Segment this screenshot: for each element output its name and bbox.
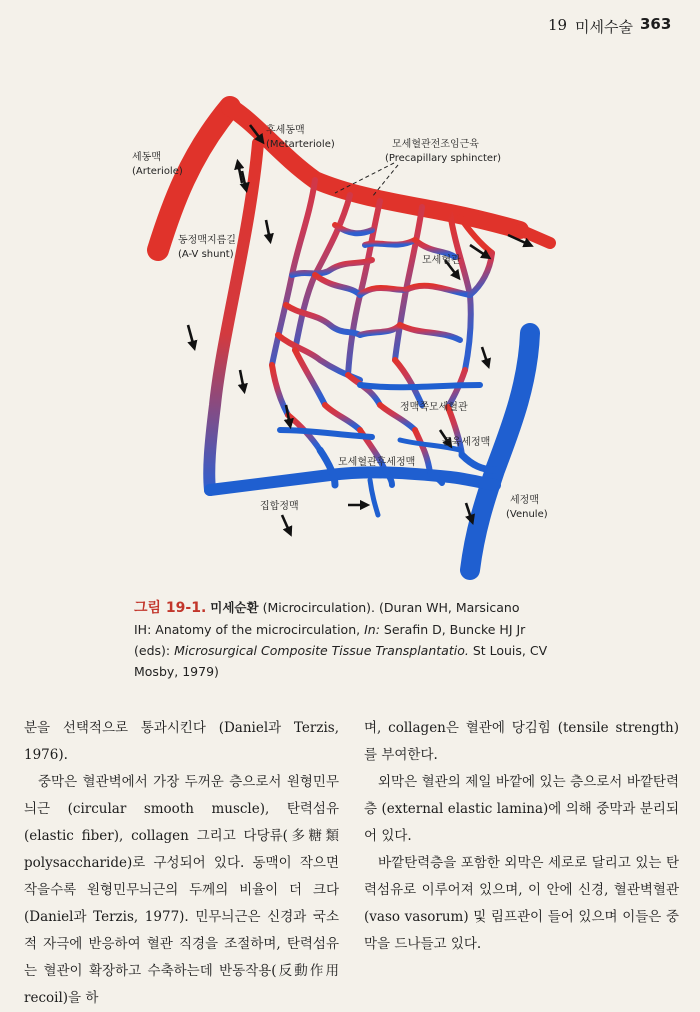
label-precapillary-sphincter: 모세혈관전조임근육 bbox=[392, 139, 479, 150]
arteriole-vessel bbox=[158, 107, 230, 250]
label-postcapillary-venule: 모세혈관후세정맥 bbox=[338, 457, 416, 468]
caption-title: 미세순환 bbox=[210, 600, 259, 615]
label-venule-en: (Venule) bbox=[506, 509, 548, 520]
caption-line2: IH: Anatomy of the microcirculation, bbox=[134, 622, 361, 637]
caption-line4: Mosby, 1979) bbox=[134, 664, 219, 679]
caption-eds: (eds): bbox=[134, 643, 171, 658]
paragraph: 외막은 혈관의 제일 바깥에 있는 층으로서 바깥탄력층 (external elastic lamina)에 의해 중막과 분리되어 있다. bbox=[364, 774, 679, 844]
av-shunt-vessel bbox=[209, 143, 258, 490]
page-number: 363 bbox=[640, 15, 672, 33]
label-venous-capillary: 정맥쪽모세혈관 bbox=[400, 402, 468, 413]
postcapillary-venule-vessel bbox=[210, 472, 495, 490]
chapter-title: 미세수술 bbox=[575, 18, 633, 36]
chapter-number: 19 bbox=[548, 16, 568, 34]
caption-label: 그림 19-1. bbox=[134, 600, 207, 616]
caption-line2-rest: Serafin D, Buncke HJ Jr bbox=[383, 622, 526, 637]
paragraph: 분을 선택적으로 통과시킨다 (Daniel과 Terzis, 1976). bbox=[24, 720, 339, 763]
paragraph: 바깥탄력층을 포함한 외막은 세로로 달리고 있는 탄력섬유로 이루어져 있으며, 이 안에 신경, 혈관벽혈관 (vaso vasorum) 및 림프관이 들어 있으며 이들은 중막을 드나들고 있다. bbox=[364, 855, 679, 952]
caption-line3-rest: St Louis, CV bbox=[472, 643, 548, 658]
figure-caption bbox=[134, 597, 584, 682]
label-capillary: 모세혈관 bbox=[422, 255, 461, 266]
paragraph: 며, collagen은 혈관에 당김힘 (tensile strength)를 부여한다. bbox=[364, 720, 679, 763]
caption-title-en: (Microcirculation). bbox=[262, 600, 376, 615]
paragraph: 중막은 혈관벽에서 가장 두꺼운 층으로서 원형민무늬근 (circular smooth muscle), 탄력섬유 (elastic fiber), collagen 그리고 다당류(多糖類 polysaccharide)로 구성되어 있다. 동맥이 작으면 작을수록 원형민무늬근의 두께의 비율이 더 크다 (Daniel과 Terzis, 1977). 민무늬근은 신경과 국소적 자극에 반응하여 혈관 직경을 조절하며, 탄력섬유는 혈관이 확장하고 수축하는데 반동작용(反動作用 recoil)을 하 bbox=[24, 774, 339, 1006]
body-column-left bbox=[24, 715, 339, 1012]
label-arteriole: 세동맥 bbox=[132, 152, 161, 163]
label-collecting-venule: 집합정맥 bbox=[260, 501, 299, 512]
label-av-shunt: 동정맥지름길 bbox=[178, 235, 236, 246]
label-precapillary-sphincter-en: (Precapillary sphincter) bbox=[385, 153, 502, 164]
caption-in: In: bbox=[364, 622, 380, 637]
microcirculation-diagram bbox=[110, 85, 570, 590]
label-arteriole-en: (Arteriole) bbox=[132, 166, 183, 177]
caption-book-title: Microsurgical Composite Tissue Transplantatio. bbox=[174, 643, 469, 658]
page-header bbox=[0, 14, 700, 38]
venule-vessel bbox=[470, 333, 530, 570]
label-metarteriole: 후세동맥 bbox=[266, 125, 305, 136]
body-column-right bbox=[364, 715, 679, 958]
caption-line1: (Duran WH, Marsicano bbox=[379, 600, 520, 615]
label-av-shunt-en: (A-V shunt) bbox=[178, 249, 234, 260]
label-metarteriole-en: (Metarteriole) bbox=[266, 139, 335, 150]
microcirculation-figure bbox=[110, 85, 570, 590]
label-muscular-venule: 근육세정맥 bbox=[442, 437, 491, 448]
label-venule: 세정맥 bbox=[510, 495, 539, 506]
